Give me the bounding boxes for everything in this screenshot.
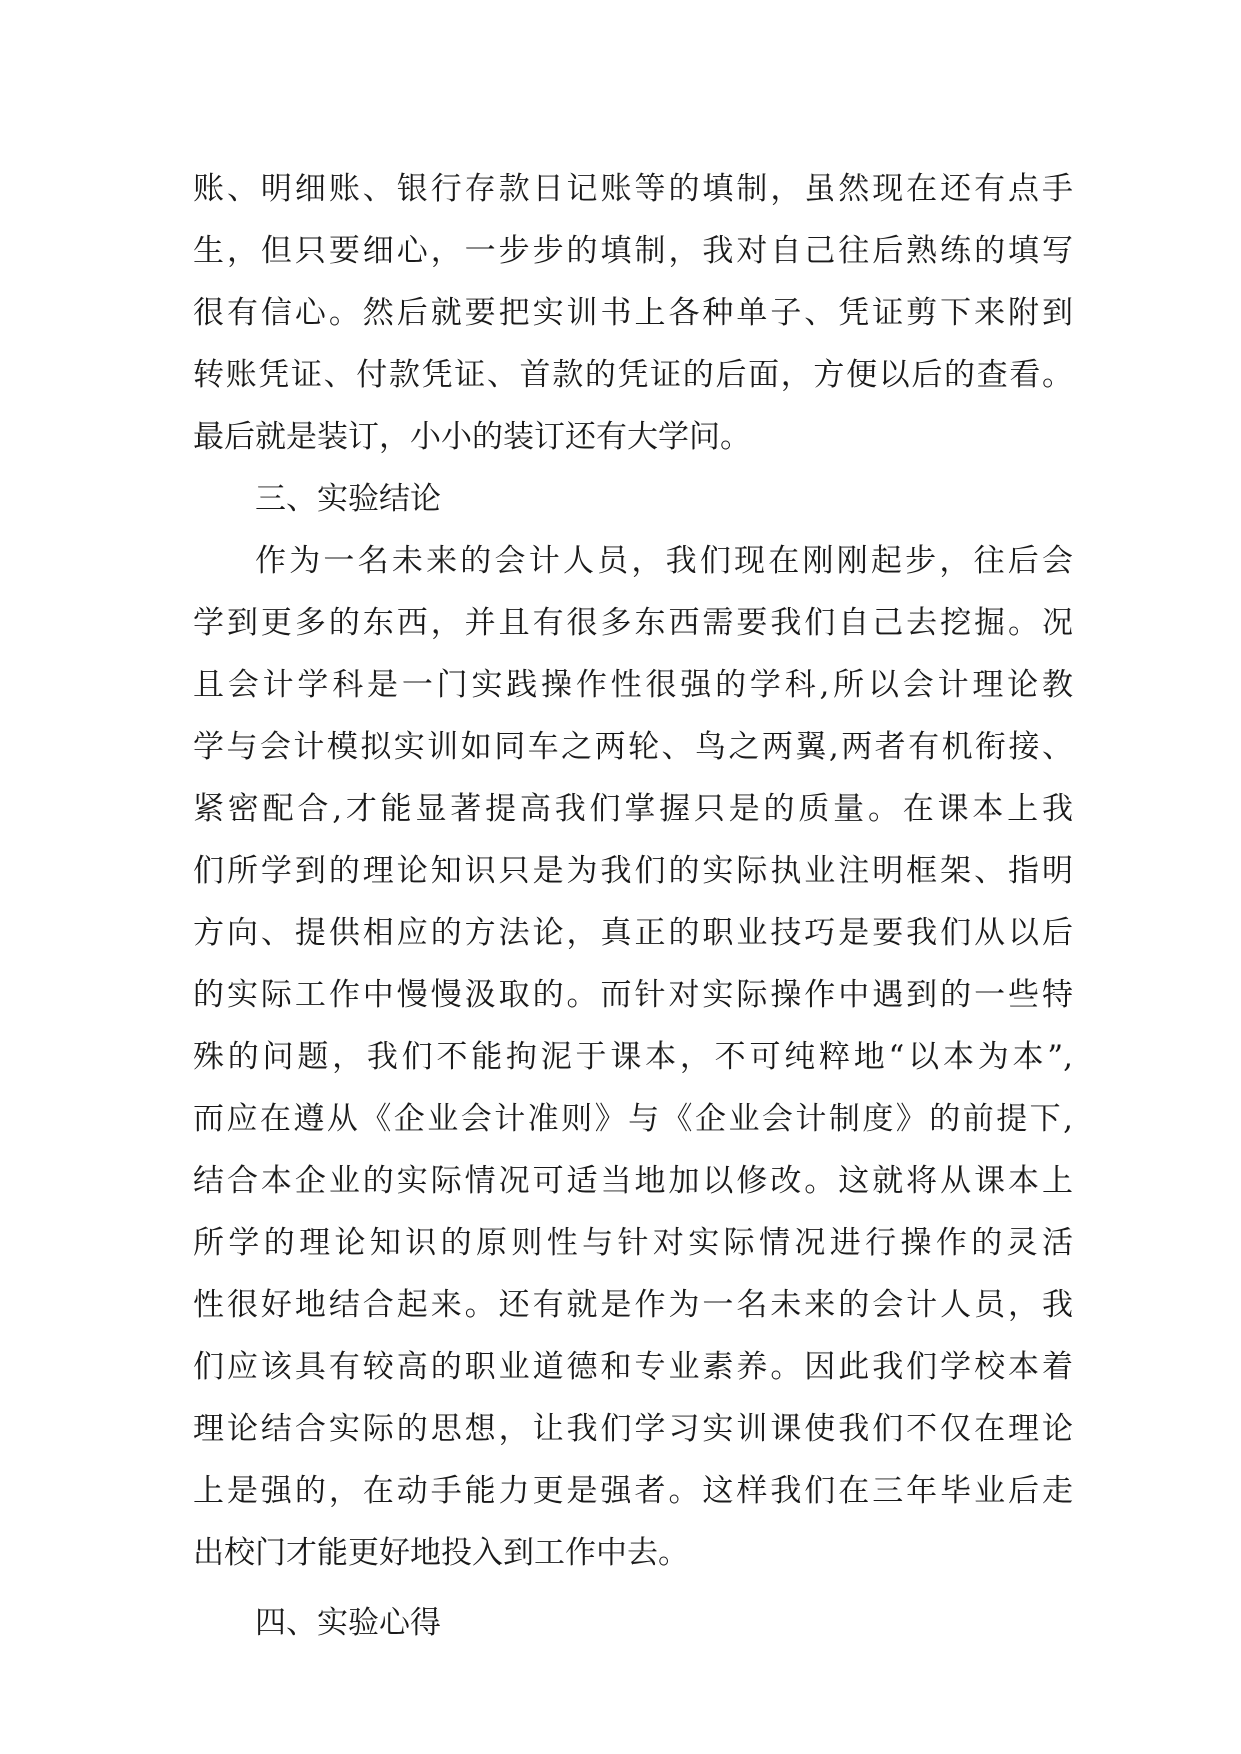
paragraph-line: 们所学到的理论知识只是为我们的实际执业注明框架、指明 xyxy=(193,853,1073,889)
paragraph-line: 的实际工作中慢慢汲取的。而针对实际操作中遇到的一些特 xyxy=(193,977,1073,1013)
paragraph-line: 转账凭证、付款凭证、首款的凭证的后面，方便以后的查看。 xyxy=(193,357,1073,393)
paragraph-line: 结合本企业的实际情况可适当地加以修改。这就将从课本上 xyxy=(193,1163,1073,1199)
paragraph-line: 上是强的，在动手能力更是强者。这样我们在三年毕业后走 xyxy=(193,1473,1073,1509)
paragraph-line: 们应该具有较高的职业道德和专业素养。因此我们学校本着 xyxy=(193,1349,1073,1385)
paragraph-2 xyxy=(193,530,1073,1584)
section-heading-experience: 四、实验心得 xyxy=(255,1605,441,1641)
section-heading-conclusion: 三、实验结论 xyxy=(255,481,441,517)
paragraph-line: 方向、提供相应的方法论，真正的职业技巧是要我们从以后 xyxy=(193,915,1073,951)
paragraph-line: 学与会计模拟实训如同车之两轮、鸟之两翼,两者有机衔接、 xyxy=(193,729,1073,765)
body-text xyxy=(193,158,1073,1654)
paragraph-line: 紧密配合,才能显著提高我们掌握只是的质量。在课本上我 xyxy=(193,791,1073,827)
paragraph-line: 理论结合实际的思想，让我们学习实训课使我们不仅在理论 xyxy=(193,1411,1073,1447)
paragraph-line: 且会计学科是一门实践操作性很强的学科,所以会计理论教 xyxy=(193,667,1073,703)
paragraph-line: 而应在遵从《企业会计准则》与《企业会计制度》的前提下, xyxy=(193,1101,1073,1137)
paragraph-line: 很有信心。然后就要把实训书上各种单子、凭证剪下来附到 xyxy=(193,295,1073,331)
paragraph-line: 性很好地结合起来。还有就是作为一名未来的会计人员，我 xyxy=(193,1287,1073,1323)
paragraph-line: 学到更多的东西，并且有很多东西需要我们自己去挖掘。况 xyxy=(193,605,1073,641)
paragraph-line: 所学的理论知识的原则性与针对实际情况进行操作的灵活 xyxy=(193,1225,1073,1261)
paragraph-line: 出校门才能更好地投入到工作中去。 xyxy=(193,1535,689,1571)
paragraph-line: 殊的问题，我们不能拘泥于课本，不可纯粹地“以本为本”, xyxy=(193,1039,1073,1075)
paragraph-line: 生，但只要细心，一步步的填制，我对自己往后熟练的填写 xyxy=(193,233,1073,269)
paragraph-line: 账、明细账、银行存款日记账等的填制，虽然现在还有点手 xyxy=(193,171,1073,207)
paragraph-1 xyxy=(193,158,1073,468)
paragraph-line: 作为一名未来的会计人员，我们现在刚刚起步，往后会 xyxy=(255,543,1073,579)
paragraph-line: 最后就是装订，小小的装订还有大学问。 xyxy=(193,419,751,455)
